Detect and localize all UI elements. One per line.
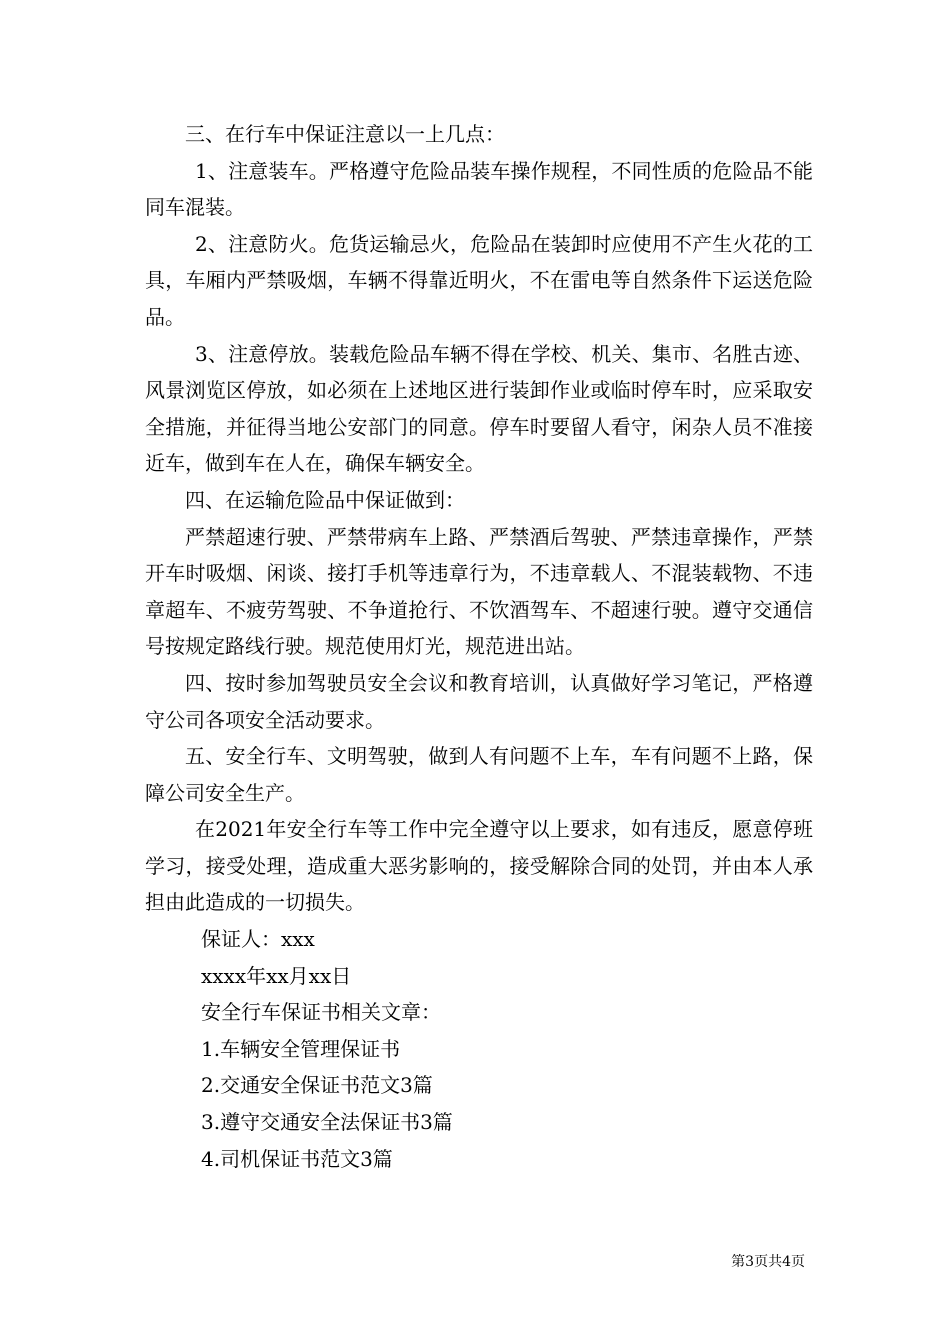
related-article-2[interactable]: 2.交通安全保证书范文3篇 xyxy=(201,1073,433,1098)
paragraph-training: 四、按时参加驾驶员安全会议和教育培训，认真做好学习笔记，严格遵守公司各项安全活动要求。 xyxy=(145,670,813,732)
paragraph-prohibitions: 严禁超速行驶、严禁带病车上路、严禁酒后驾驶、严禁违章操作，严禁开车时吸烟、闲谈、接打手机等违章行为，不违章载人、不混装载物、不违章超车、不疲劳驾驶、不争道抢行、不饮酒驾车、不超速行驶。遵守交通信号按规定路线行驶。规范使用灯光，规范进出站。 xyxy=(145,524,813,659)
paragraph-fire-prevention: 2、注意防火。危货运输忌火，危险品在装卸时应使用不产生火花的工具，车厢内严禁吸烟，车辆不得靠近明火，不在雷电等自然条件下运送危险品。 xyxy=(145,231,813,329)
date-line: xxxx年xx月xx日 xyxy=(201,963,352,988)
related-article-3[interactable]: 3.遵守交通安全法保证书3篇 xyxy=(201,1110,453,1135)
related-article-1[interactable]: 1.车辆安全管理保证书 xyxy=(201,1036,401,1061)
paragraph-commitment: 在2021年安全行车等工作中完全遵守以上要求，如有违反，愿意停班学习，接受处理，造成重大恶劣影响的，接受解除合同的处罚，并由本人承担由此造成的一切损失。 xyxy=(145,817,813,915)
guarantor-line: 保证人：xxx xyxy=(201,927,315,952)
paragraph-loading: 1、注意装车。严格遵守危险品装车操作规程，不同性质的危险品不能同车混装。 xyxy=(145,158,813,220)
section-heading-4: 四、在运输危险品中保证做到： xyxy=(185,487,465,512)
page-number: 第3页共4页 xyxy=(731,1254,805,1270)
paragraph-civilized-driving: 五、安全行车、文明驾驶，做到人有问题不上车，车有问题不上路，保障公司安全生产。 xyxy=(145,744,813,805)
related-article-4[interactable]: 4.司机保证书范文3篇 xyxy=(201,1146,393,1171)
paragraph-parking: 3、注意停放。装载危险品车辆不得在学校、机关、集市、名胜古迹、风景浏览区停放，如必须在上述地区进行装卸作业或临时停车时，应采取安全措施，并征得当地公安部门的同意。停车时要留人看守，闲杂人员不准接近车，做到车在人在，确保车辆安全。 xyxy=(145,341,813,476)
section-heading-3: 三、在行车中保证注意以一上几点： xyxy=(185,122,505,146)
document-body xyxy=(145,116,813,1177)
related-heading: 安全行车保证书相关文章： xyxy=(201,1000,441,1025)
